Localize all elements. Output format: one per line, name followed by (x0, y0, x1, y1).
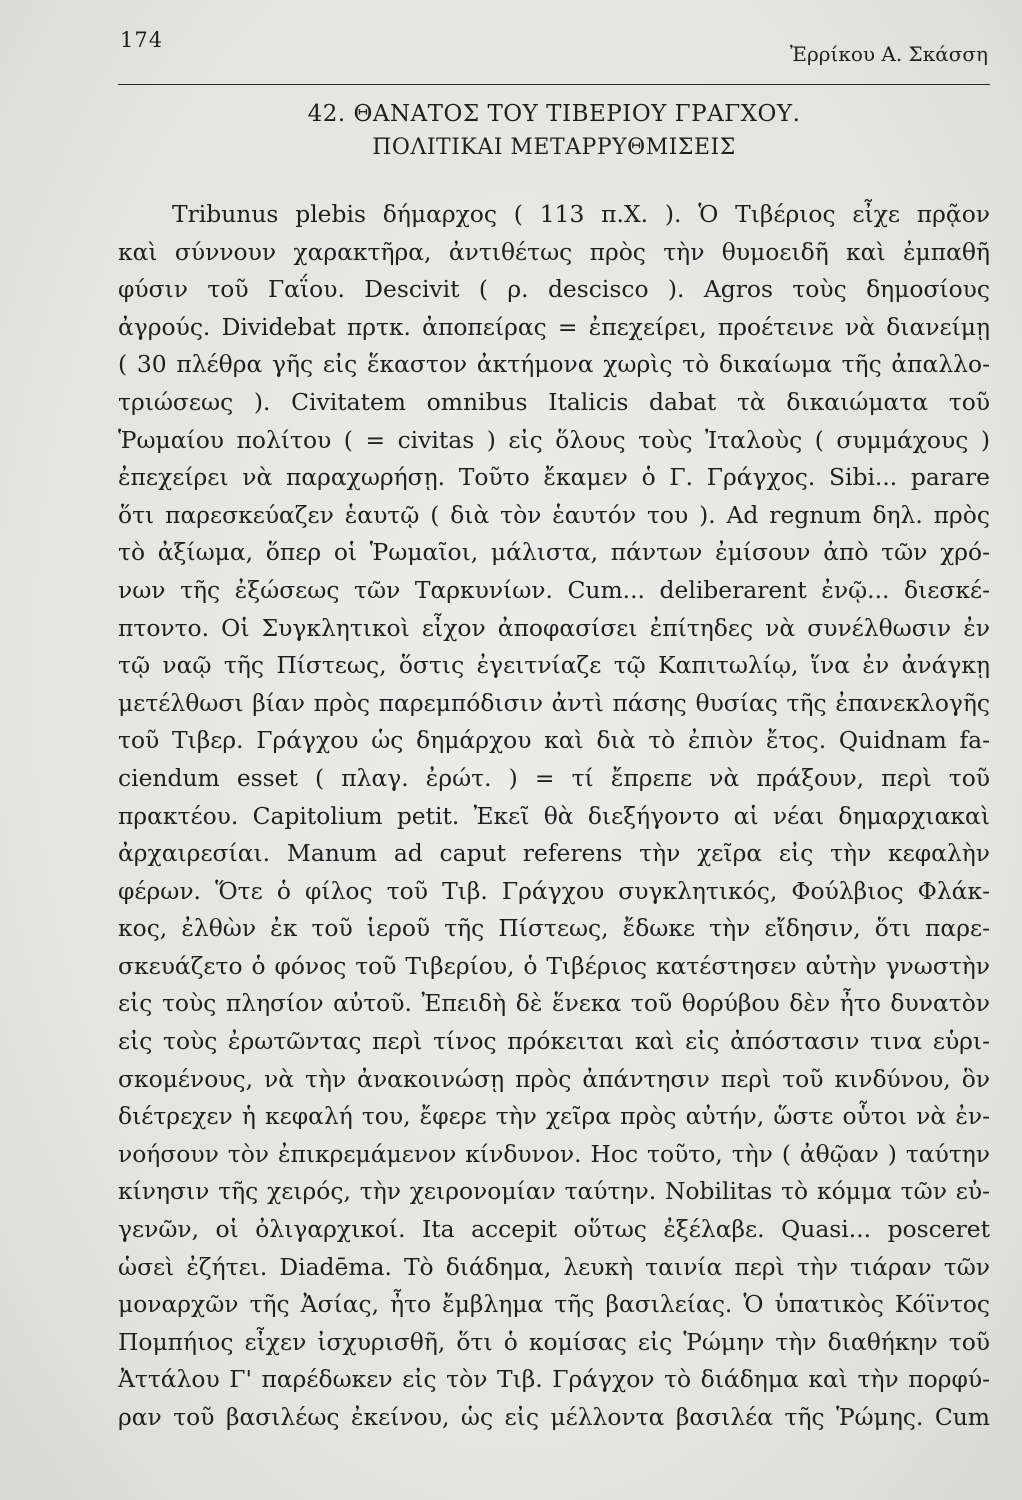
text-line: διέτρεχεν ἡ κεφαλή του, ἔφερε τὴν χεῖρα πρὸς αὐτήν, ὥστε οὗτοι νὰ ἐν- (118, 1102, 990, 1131)
text-line: Ῥωμαίου πολίτου ( = civitas ) εἰς ὅλους τοὺς Ἰταλοὺς ( συμμάχους ) (118, 425, 990, 454)
page-header (118, 22, 990, 85)
text-line: μοναρχῶν τῆς Ἀσίας, ἦτο ἔμβλημα τῆς βασιλείας. Ὁ ὑπατικὸς Κόϊντος (118, 1290, 990, 1319)
text-line: κος, ἐλθὼν ἐκ τοῦ ἱεροῦ τῆς Πίστεως, ἔδωκε τὴν εἴδησιν, ὅτι παρε- (118, 914, 990, 943)
text-line: Πομπήιος εἶχεν ἰσχυρισθῆ, ὅτι ὁ κομίσας εἰς Ῥώμην τὴν διαθήκην τοῦ (118, 1327, 990, 1356)
text-line: ἀρχαιρεσίαι. Manum ad caput referens τὴν χεῖρα εἰς τὴν κεφαλὴν (118, 839, 990, 868)
section-subtitle: ΠΟΛΙΤΙΚΑΙ ΜΕΤΑΡΡΥΘΜΙΣΕΙΣ (372, 135, 736, 160)
text-line: ραν τοῦ βασιλέως ἐκείνου, ὡς εἰς μέλλοντα βασιλέα τῆς Ῥώμης. Cum (118, 1403, 990, 1431)
text-line: τὸ ἀξίωμα, ὅπερ οἱ Ῥωμαῖοι, μάλιστα, πάντων ἐμίσουν ἀπὸ τῶν χρό- (118, 538, 990, 567)
text-line: ἀγρούς. Dividebat πρτκ. ἀποπείρας = ἐπεχείρει, προέτεινε νὰ διανείμῃ (118, 312, 990, 341)
text-line: μετέλθωσι βίαν πρὸς παρεμπόδισιν ἀντὶ πάσης θυσίας τῆς ἐπανεκλογῆς (118, 688, 990, 717)
text-line: κίνησιν τῆς χειρός, τὴν χειρονομίαν ταύτην. Nobilitas τὸ κόμμα τῶν εὐ- (118, 1177, 990, 1206)
text-line: εἰς τοὺς πλησίον αὐτοῦ. Ἐπειδὴ δὲ ἕνεκα τοῦ θορύβου δὲν ἦτο δυνατὸν (118, 989, 990, 1018)
section-heading (118, 98, 990, 164)
text-line: τριώσεως ). Civitatem omnibus Italicis dabat τὰ δικαιώματα τοῦ (118, 387, 990, 416)
text-line: νων τῆς ἐξώσεως τῶν Ταρκυνίων. Cum... deliberarent ἐνῷ... διεσκέ- (118, 575, 990, 604)
text-line: τῷ ναῷ τῆς Πίστεως, ὅστις ἐγειτνίαζε τῷ Καπιτωλίῳ, ἵνα ἐν ἀνάγκῃ (118, 651, 990, 680)
text-line: γενῶν, οἱ ὀλιγαρχικοί. Ita accepit οὕτως ἐξέλαβε. Quasi... posceret (118, 1215, 990, 1244)
text-line: καὶ σύννουν χαρακτῆρα, ἀντιθέτως πρὸς τὴν θυμοειδῆ καὶ ἐμπαθῆ (118, 237, 990, 266)
text-line: σκευάζετο ὁ φόνος τοῦ Τιβερίου, ὁ Τιβέριος κατέστησεν αὐτὴν γνωστὴν (118, 951, 990, 980)
text-line: ὡσεὶ ἐζήτει. Diadēma. Τὸ διάδημα, λευκὴ ταινία περὶ τὴν τιάραν τῶν (118, 1252, 990, 1281)
text-line: πτοντο. Οἱ Συγκλητικοὶ εἶχον ἀποφασίσει ἐπίτηδες νὰ συνέλθωσιν ἐν (118, 613, 990, 642)
body-text (118, 196, 990, 1437)
text-line: φέρων. Ὅτε ὁ φίλος τοῦ Τιβ. Γράγχου συγκλητικός, Φούλβιος Φλάκ- (118, 876, 990, 905)
text-line: ἐπεχείρει νὰ παραχωρήσῃ. Τοῦτο ἔκαμεν ὁ Γ. Γράγχος. Sibi... parare (118, 463, 990, 492)
text-line: Ἀττάλου Γ' παρέδωκεν εἰς τὸν Τιβ. Γράγχον τὸ διάδημα καὶ τὴν πορφύ- (118, 1365, 990, 1394)
text-line: ciendum esset ( πλαγ. ἐρώτ. ) = τί ἔπρεπε νὰ πράξουν, περὶ τοῦ (118, 763, 990, 792)
text-line: ( 30 πλέθρα γῆς εἰς ἕκαστον ἀκτήμονα χωρὶς τὸ δικαίωμα τῆς ἀπαλλο- (118, 350, 990, 379)
text-line: τοῦ Τιβερ. Γράγχου ὡς δημάρχου καὶ διὰ τὸ ἐπιὸν ἔτος. Quidnam fa- (118, 726, 990, 755)
text-line: σκομένους, νὰ τὴν ἀνακοινώσῃ πρὸς ἀπάντησιν περὶ τοῦ κινδύνου, ὃν (118, 1064, 990, 1093)
text-line: πρακτέου. Capitolium petit. Ἐκεῖ θὰ διεξήγοντο αἱ νέαι δημαρχιακαὶ (118, 801, 990, 830)
text-line: Tribunus plebis δήμαρχος ( 113 π.Χ. ). Ὁ Τιβέριος εἶχε πρᾷον (172, 200, 990, 228)
text-line: φύσιν τοῦ Γαΐου. Descivit ( ρ. descisco ). Agros τοὺς δημοσίους (118, 275, 990, 304)
running-head: Ἐρρίκου Α. Σκάσση (789, 42, 988, 66)
page-number: 174 (120, 28, 164, 52)
text-line: ὅτι παρεσκεύαζεν ἑαυτῷ ( διὰ τὸν ἑαυτόν του ). Ad regnum δηλ. πρὸς (118, 500, 990, 529)
text-line: νοήσουν τὸν ἐπικρεμάμενον κίνδυνον. Hoc τοῦτο, τὴν ( ἀθῷαν ) ταύτην (118, 1139, 990, 1168)
section-title: 42. ΘΑΝΑΤΟΣ ΤΟΥ ΤΙΒΕΡΙΟΥ ΓΡΑΓΧΟΥ. (307, 101, 801, 127)
text-line: εἰς τοὺς ἐρωτῶντας περὶ τίνος πρόκειται καὶ εἰς ἀπόστασιν τινα εὑρι- (118, 1027, 990, 1056)
